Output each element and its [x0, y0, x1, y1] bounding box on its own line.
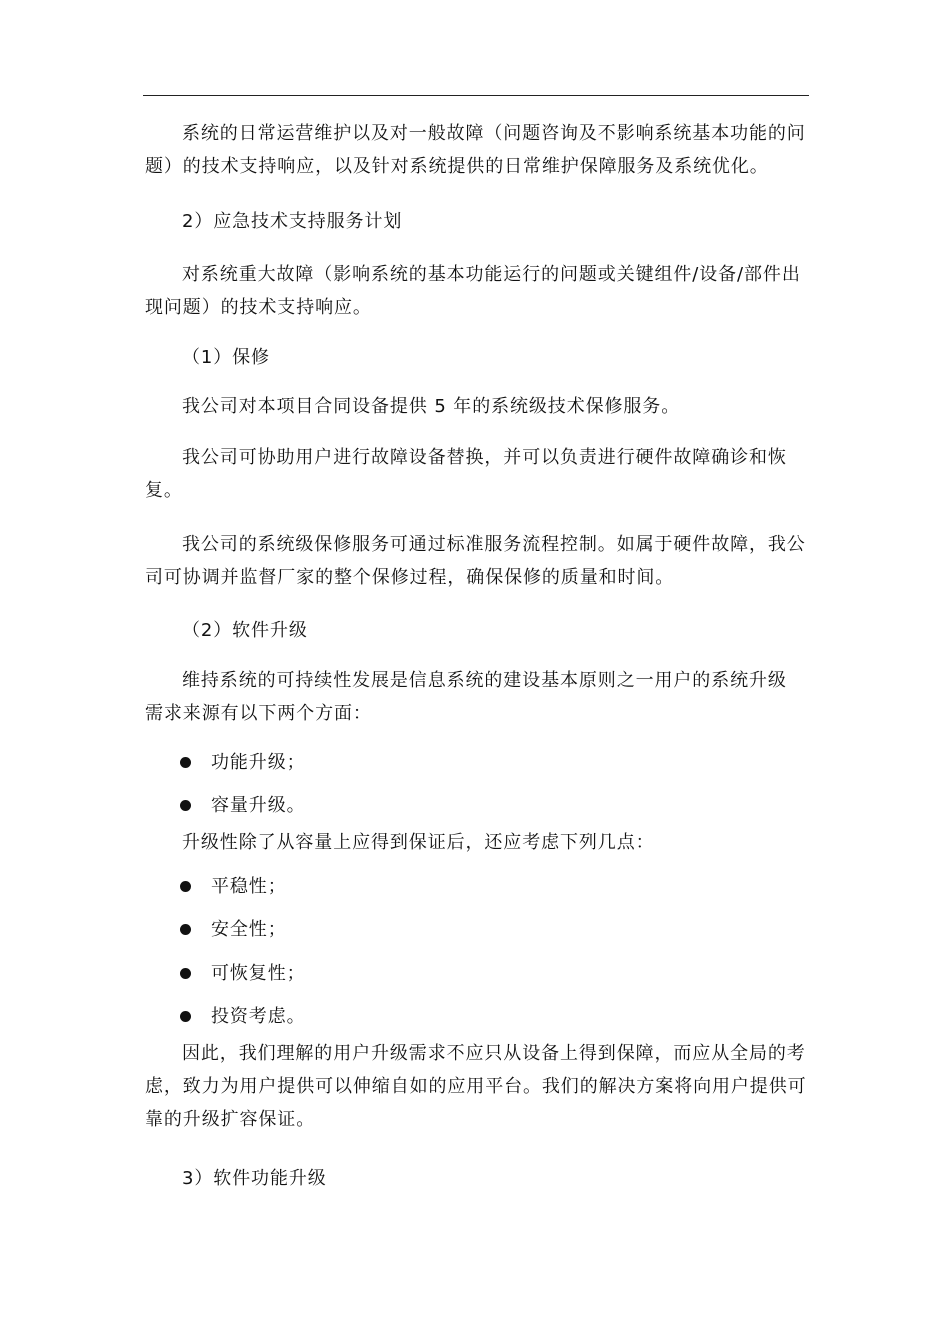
paragraph-replacement [145, 441, 809, 507]
paragraph-line: 靠的升级扩容保证。 [145, 1109, 316, 1130]
paragraph-sustainability [145, 664, 809, 730]
paragraph-line: 虑，致力为用户提供可以伸缩自如的应用平台。我们的解决方案将向用户提供可 [145, 1076, 807, 1097]
paragraph-line: 系统的日常运营维护以及对一般故障（问题咨询及不影响系统基本功能的问 [182, 123, 806, 144]
paragraph-line: 我公司的系统级保修服务可通过标准服务流程控制。如属于硬件故障，我公 [182, 534, 806, 555]
heading-warranty [145, 341, 809, 374]
list-item-text: 安全性； [211, 919, 287, 940]
paragraph-line: 对系统重大故障（影响系统的基本功能运行的问题或关键组件/设备/部件出 [182, 264, 801, 285]
list-item-text: 容量升级。 [211, 795, 306, 816]
paragraph-conclusion [145, 1037, 809, 1136]
bullet-icon [180, 757, 191, 768]
paragraph-line: 我公司可协助用户进行故障设备替换，并可以负责进行硬件故障确诊和恢 [182, 447, 787, 468]
heading-text: 3）软件功能升级 [182, 1168, 327, 1189]
heading-text: （1）保修 [182, 347, 270, 368]
heading-function-upgrade [145, 1162, 809, 1195]
paragraph-line: 现问题）的技术支持响应。 [145, 297, 372, 318]
list-item-text: 投资考虑。 [211, 1006, 306, 1027]
paragraph-line: 题）的技术支持响应，以及针对系统提供的日常维护保障服务及系统优化。 [145, 156, 769, 177]
list-item-text: 平稳性； [211, 876, 287, 897]
bullet-icon [180, 924, 191, 935]
heading-software-upgrade [145, 614, 809, 647]
paragraph-upgrade-considerations [145, 826, 809, 859]
paragraph-line: 维持系统的可持续性发展是信息系统的建设基本原则之一用户的系统升级 [182, 670, 787, 691]
paragraph-line: 司可协调并监督厂家的整个保修过程，确保保修的质量和时间。 [145, 567, 675, 588]
paragraph-line: 复。 [145, 480, 183, 501]
header-rule [143, 95, 809, 96]
heading-text: 2）应急技术支持服务计划 [182, 211, 403, 232]
list-item-text: 功能升级； [211, 752, 306, 773]
heading-text: （2）软件升级 [182, 620, 308, 641]
bullet-icon [180, 800, 191, 811]
paragraph-major-failure [145, 258, 809, 324]
paragraph-warranty-term [145, 390, 809, 423]
paragraph-line: 需求来源有以下两个方面： [145, 703, 372, 724]
bullet-icon [180, 968, 191, 979]
list-item-text: 可恢复性； [211, 963, 306, 984]
paragraph-service-process [145, 528, 809, 594]
heading-emergency-support [145, 205, 809, 238]
paragraph-daily-maintenance [145, 117, 809, 183]
paragraph-line: 我公司对本项目合同设备提供 5 年的系统级技术保修服务。 [182, 396, 681, 417]
bullet-icon [180, 1011, 191, 1022]
bullet-icon [180, 881, 191, 892]
paragraph-line: 升级性除了从容量上应得到保证后，还应考虑下列几点： [182, 832, 655, 853]
paragraph-line: 因此，我们理解的用户升级需求不应只从设备上得到保障，而应从全局的考 [182, 1043, 806, 1064]
